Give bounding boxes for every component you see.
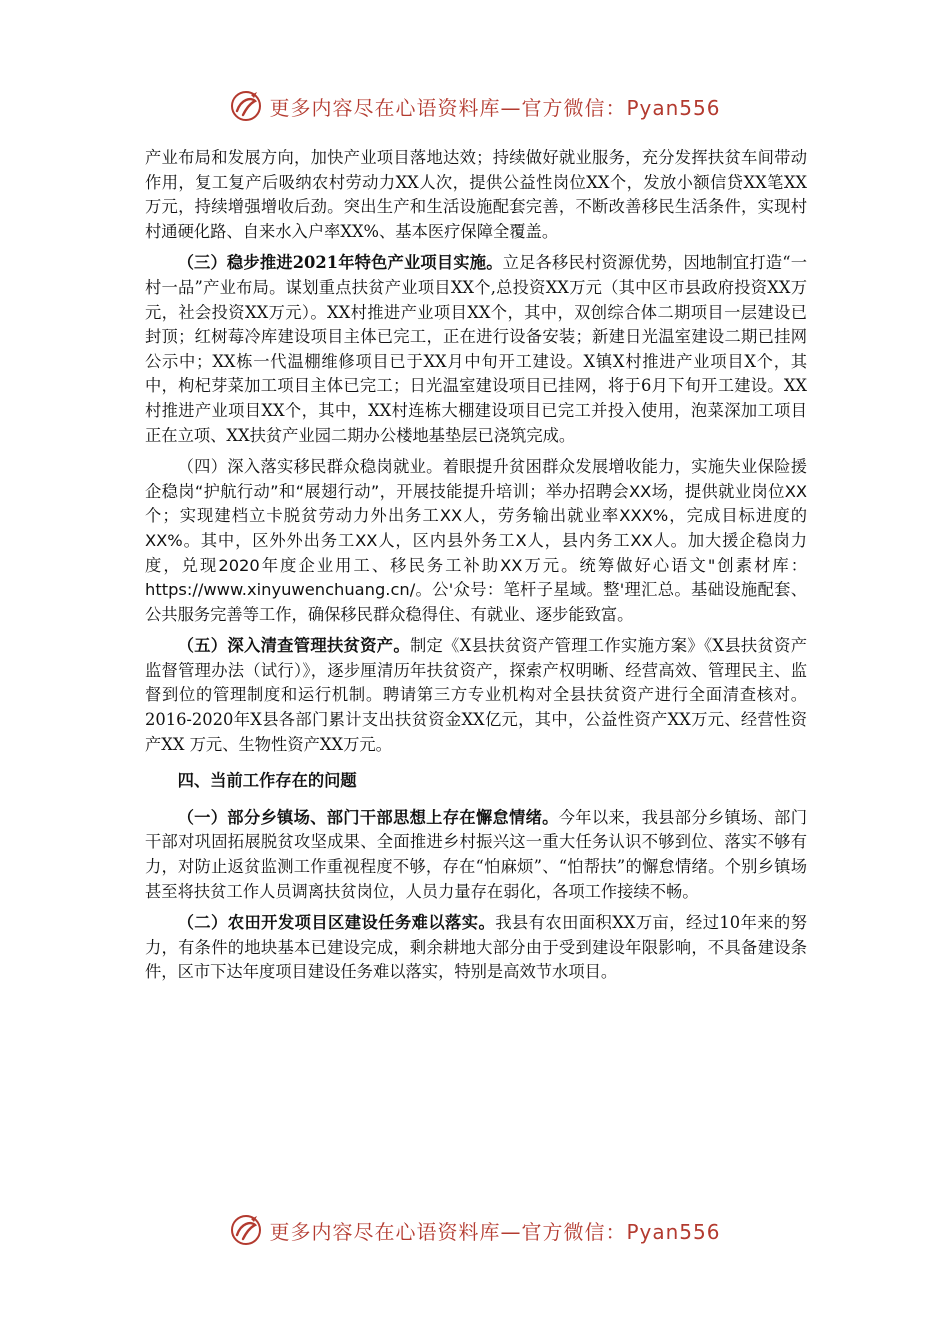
footer-banner-text: 更多内容尽在心语资料库—官方微信：Pyan556: [269, 1219, 721, 1244]
paragraph-lead: （五）深入清查管理扶贫资产。: [177, 636, 410, 656]
document-body: [145, 146, 807, 992]
paragraph-asset-management: （五）深入清查管理扶贫资产。制定《X县扶贫资产管理工作实施方案》《X县扶贫资产监督管理办法（试行）》，逐步厘清历年扶贫资产，探索产权明晰、经营高效、管理民主、监督到位的管理制度和运行机制。聘请第三方专业机构对全县扶贫资产进行全面清查核对。2016-2020年X县各部门累计支出扶贫资金XX亿元，其中，公益性资产XX万元、经营性资产XX 万元、生物性资产XX万元。: [145, 636, 807, 754]
paragraph-lead: （二）农田开发项目区建设任务难以落实。: [177, 913, 496, 933]
header-banner: [0, 84, 950, 128]
footer-banner: [0, 1208, 950, 1252]
paragraph-lead: （一）部分乡镇场、部门干部思想上存在懈怠情绪。: [177, 807, 559, 827]
pen-swirl-logo-icon: [229, 1213, 263, 1247]
paragraph-problem-1: （一）部分乡镇场、部门干部思想上存在懈怠情绪。今年以来，我县部分乡镇场、部门干部对巩固拓展脱贫攻坚成果、全面推进乡村振兴这一重大任务认识不够到位、落实不够有力，对防止返贫监测工作重视程度不够，存在“怕麻烦”、“怕帮扶”的懈怠情绪。个别乡镇场甚至将扶贫工作人员调离扶贫岗位，人员力量存在弱化，各项工作接续不畅。: [145, 807, 807, 901]
paragraph-industry-projects: （三）稳步推进2021年特色产业项目实施。立足各移民村资源优势，因地制宜打造“一村一品”产业布局。谋划重点扶贫产业项目XX个,总投资XX万元（其中区市县政府投资XX万元，社会投资XX万元）。XX村推进产业项目XX个，其中，双创综合体二期项目一层建设已封顶；红树莓冷库建设项目主体已完工，正在进行设备安装；新建日光温室建设二期已挂网公示中；XX栋一代温棚维修项目已于XX月中旬开工建设。X镇X村推进产业项目X个，其中，枸杞芽菜加工项目主体已完工；日光温室建设项目已挂网，将于6月下旬开工建设。XX村推进产业项目XX个，其中，XX村连栋大棚建设项目已完工并投入使用，泡菜深加工项目正在立项、XX扶贫产业园二期办公楼地基垫层已浇筑完成。: [145, 253, 807, 445]
paragraph-lead: （三）稳步推进2021年特色产业项目实施。: [177, 253, 503, 273]
section-heading-problems: 四、当前工作存在的问题: [177, 771, 357, 791]
pen-swirl-logo-icon: [229, 89, 263, 123]
header-banner-text: 更多内容尽在心语资料库—官方微信：Pyan556: [269, 95, 721, 120]
paragraph-continuation: 产业布局和发展方向，加快产业项目落地达效；持续做好就业服务，充分发挥扶贫车间带动作用，复工复产后吸纳农村劳动力XX人次，提供公益性岗位XX个，发放小额信贷XX笔XX万元，持续增强增收后劲。突出生产和生活设施配套完善，不断改善移民生活条件，实现村村通硬化路、自来水入户率XX%、基本医疗保障全覆盖。: [145, 148, 807, 241]
paragraph-problem-2: （二）农田开发项目区建设任务难以落实。我县有农田面积XX万亩，经过10年来的努力，有条件的地块基本已建设完成，剩余耕地大部分由于受到建设年限影响，不具备建设条件，区市下达年度项目建设任务难以落实，特别是高效节水项目。: [145, 913, 807, 982]
paragraph-employment: （四）深入落实移民群众稳岗就业。着眼提升贫困群众发展增收能力，实施失业保险援企稳岗“护航行动”和“展翅行动”，开展技能提升培训；举办招聘会XX场，提供就业岗位XX个；实现建档立卡脱贫劳动力外出务工XX人，劳务输出就业率XXX%，完成目标进度的XX%。其中，区外外出务工XX人，区内县外务工X人，县内务工XX人。加大援企稳岗力度，兑现2020年度企业用工、移民务工补助XX万元。统筹做好心语文"创素材库：https://www.xinyuwenchuang.cn/。公'众号：笔杆子星域。整'理汇总。基础设施配套、公共服务完善等工作，确保移民群众稳得住、有就业、逐步能致富。: [145, 457, 807, 624]
